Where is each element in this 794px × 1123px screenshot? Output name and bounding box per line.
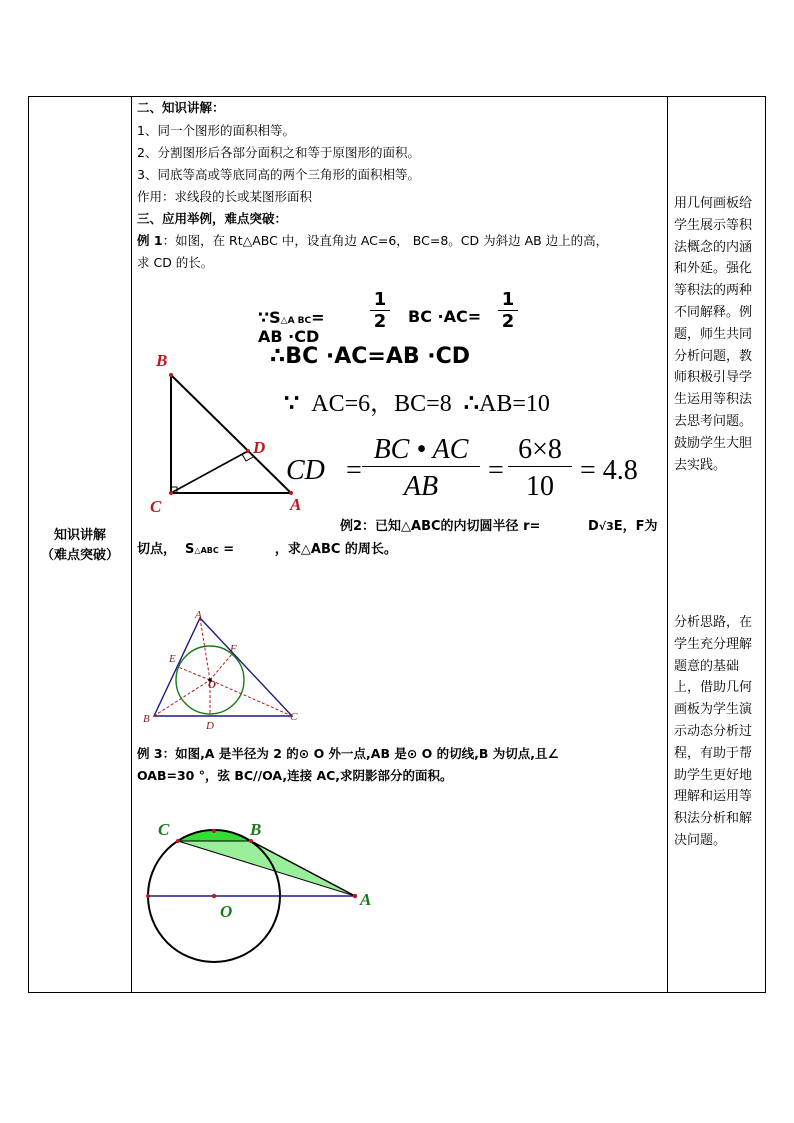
row-label-line1: 知识讲解 (53, 528, 106, 543)
label-c: C (158, 820, 170, 839)
formula-eq2: = (488, 455, 504, 486)
label-d: D (253, 438, 266, 457)
formula-frac1 (362, 434, 480, 507)
right-note-2: 分析思路，在学生充分理解题意的基础上，借助几何画板为学生演示动态分析过程，有助于帮助学生更好地理解和运用等积法分析和解决问题。 (674, 615, 753, 848)
example3-text-line2: OAB=30 °，弦 BC//OA,连接 AC,求阴影部分的面积。 (137, 768, 453, 783)
frac1-den: AB (362, 466, 480, 507)
example1-diagram (140, 340, 340, 520)
point-d (246, 449, 250, 453)
formula-eq: = (311, 308, 325, 327)
example2-sub: △ABC (194, 546, 219, 555)
label-c: C (150, 497, 162, 516)
formula-because-s: ∵S (258, 308, 281, 327)
example1-text-line2: 求 CD 的长。 (137, 255, 214, 270)
row-label (30, 526, 130, 566)
label-e: E (169, 653, 176, 665)
example1-text-line1 (137, 231, 608, 251)
point-arc-mid (212, 829, 216, 833)
formula-bc: BC=8 (394, 391, 452, 417)
formula-eq1: = (346, 455, 362, 486)
point-c (176, 839, 180, 843)
row-label-line2: （难点突破） (40, 548, 119, 563)
frac1-num: BC • AC (373, 434, 469, 465)
formula-half-1 (370, 289, 390, 332)
column-divider-right (667, 96, 668, 993)
example2-text-line2 (137, 538, 397, 557)
formula-half-den: 2 (370, 310, 390, 332)
formula-half-num: 1 (501, 289, 515, 310)
label-b: B (143, 713, 150, 725)
formula-result: = 4.8 (580, 455, 638, 486)
formula-ab-cd: AB ·CD (258, 327, 320, 346)
segment-oe (178, 667, 210, 680)
label-b: B (250, 820, 262, 839)
right-note-1: 用几何画板给学生展示等积法概念的内涵和外延。强化等积法的两种不同解释。例题，师生共同分析问题，教师积极引导学生运用等积法去思考问题。鼓励学生大胆去实践。 (674, 196, 753, 473)
label-f: F (230, 643, 237, 655)
formula-ab: AB=10 (479, 391, 550, 417)
label-b: B (156, 351, 168, 370)
formula-half-num: 1 (373, 289, 387, 310)
example1-text: ：如图，在 Rt△ABC 中，设直角边 AC=6， BC=8。CD 为斜边 AB 边上的高， (162, 233, 609, 248)
point-b (169, 373, 173, 377)
formula-cd: CD (286, 455, 325, 486)
label-c: C (290, 711, 298, 723)
section2-item: 1、同一个图形的面积相等。 (137, 123, 295, 138)
example2-d: D (588, 519, 599, 534)
point-o (212, 894, 216, 898)
formula-frac2 (508, 434, 572, 507)
example2-label: 例2： (340, 519, 376, 534)
section2-item: 3、同底等高或等底同高的两个三角形的面积相等。 (137, 167, 420, 182)
example3-text: ：如图,A 是半径为 2 的⊙ O 外一点,AB 是⊙ O 的切线,B 为切点,且∠ (162, 746, 559, 761)
point-b (249, 839, 253, 843)
example2-s: 切点， S (137, 542, 195, 557)
point-a (353, 894, 357, 898)
point-left (146, 894, 150, 898)
example2-text-tail (588, 515, 658, 534)
formula-mid: BC ·AC= (408, 307, 482, 326)
example2-text: 已知△ABC的内切圆半径 r= (375, 519, 541, 534)
section2-heading: 二、知识讲解： (137, 100, 225, 115)
example3-label: 例 3 (137, 746, 163, 761)
example2-diagram (140, 610, 310, 735)
section2-item: 2、分割图形后各部分面积之和等于原图形的面积。 (137, 145, 420, 160)
segment-cd (171, 451, 248, 493)
label-a: A (195, 609, 202, 621)
column-divider-left (131, 96, 132, 993)
formula-line2: ∴BC ·AC=AB ·CD (270, 344, 471, 369)
frac2-den: 10 (508, 466, 572, 507)
label-d: D (206, 720, 214, 732)
segment-ab (171, 375, 291, 493)
formula-area-sub: △A BC (280, 316, 312, 326)
example2-text-line1 (340, 515, 540, 534)
formula-area-line (258, 308, 325, 327)
label-a: A (360, 890, 372, 909)
example1-label: 例 1 (137, 233, 163, 248)
example2-ef: E，F为 (613, 519, 658, 534)
example3-text-line1 (137, 744, 559, 764)
formula-ac: AC=6， (311, 391, 395, 417)
label-o: O (208, 679, 216, 691)
example2-tail: = ，求△ABC 的周长。 (218, 542, 397, 557)
frac2-num: 6×8 (518, 434, 562, 465)
because-symbol: ∵ (284, 391, 300, 417)
therefore-symbol: ∴ (463, 391, 479, 417)
label-a: A (290, 495, 302, 514)
formula-half-den: 2 (498, 310, 518, 332)
section2-item: 作用：求线段的长或某图形面积 (137, 189, 313, 204)
formula-half-2 (498, 289, 518, 332)
example3-diagram (140, 815, 380, 995)
point-c (169, 491, 173, 495)
section3-heading: 三、应用举例，难点突破： (137, 211, 288, 226)
segment-of (210, 654, 232, 680)
example2-sqrt: √3 (598, 520, 614, 533)
segment-co (210, 680, 292, 716)
label-o: O (220, 902, 233, 921)
triangle-abc (154, 618, 292, 716)
